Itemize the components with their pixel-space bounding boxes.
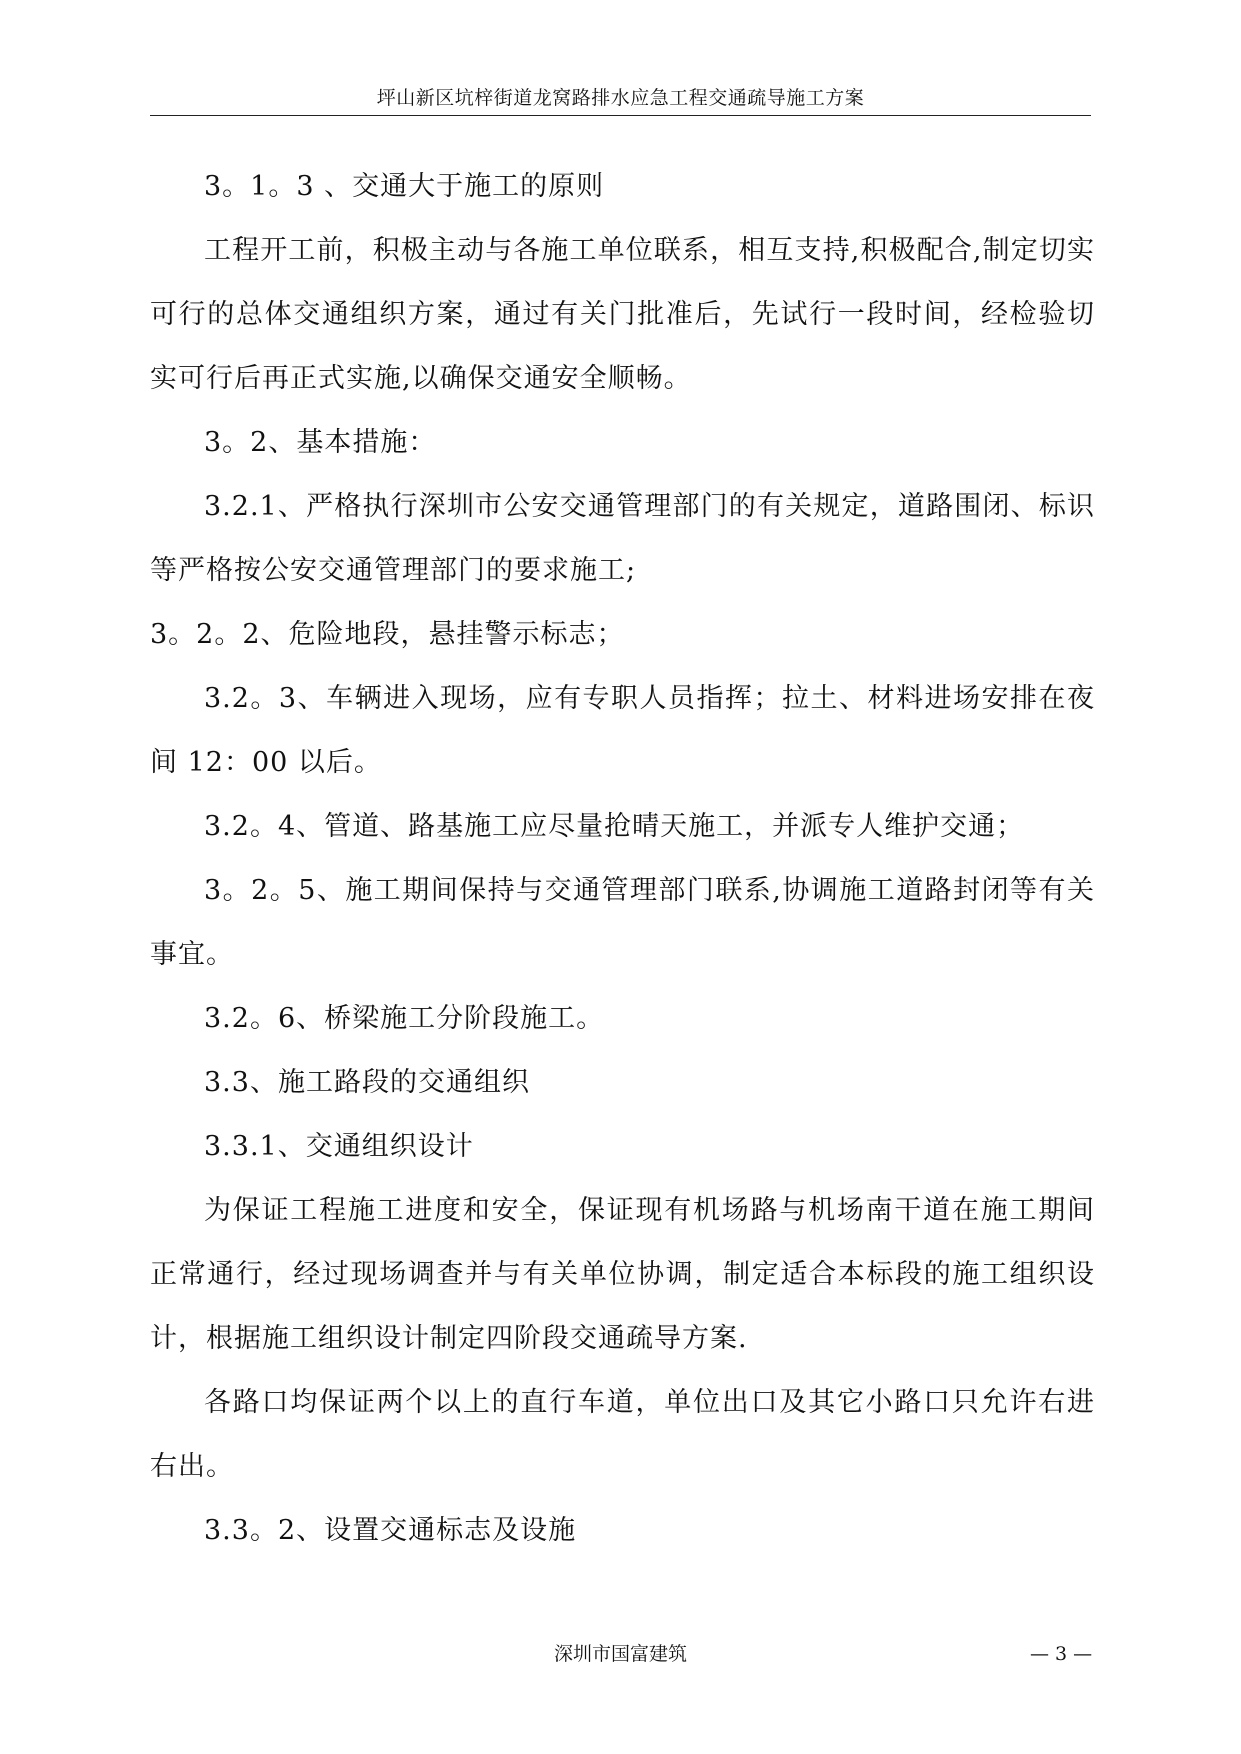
footer-company: 深圳市国富建筑 xyxy=(553,1643,687,1665)
paragraph-11: 3.3.1、交通组织设计 xyxy=(204,1131,474,1162)
page-number: — 3 — xyxy=(1030,1643,1093,1665)
paragraph-14: 3.3。2、设置交通标志及设施 xyxy=(204,1515,577,1546)
paragraph-13: 各路口均保证两个以上的直行车道，单位出口及其它小路口只允许右进右出。 xyxy=(150,1387,1095,1482)
paragraph-1: 3。1。3 、交通大于施工的原则 xyxy=(204,171,605,202)
paragraph-10: 3.3、施工路段的交通组织 xyxy=(204,1067,530,1098)
paragraph-4: 3.2.1、严格执行深圳市公安交通管理部门的有关规定，道路围闭、标识等严格按公安交通管理部门的要求施工; xyxy=(150,491,1095,586)
paragraph-3: 3。2、基本措施： xyxy=(204,427,437,458)
page-header: 坪山新区坑梓街道龙窝路排水应急工程交通疏导施工方案 xyxy=(376,87,865,109)
paragraph-2: 工程开工前，积极主动与各施工单位联系，相互支持,积极配合,制定切实可行的总体交通组织方案，通过有关门批准后，先试行一段时间，经检验切实可行后再正式实施,以确保交通安全顺畅。 xyxy=(150,235,1095,394)
paragraph-6: 3.2。3、车辆进入现场，应有专职人员指挥；拉土、材料进场安排在夜间 12：00 以后。 xyxy=(150,683,1095,778)
paragraph-7: 3.2。4、管道、路基施工应尽量抢晴天施工，并派专人维护交通； xyxy=(204,811,1025,842)
paragraph-12: 为保证工程施工进度和安全，保证现有机场路与机场南干道在施工期间正常通行，经过现场调查并与有关单位协调，制定适合本标段的施工组织设计，根据施工组织设计制定四阶段交通疏导方案. xyxy=(150,1195,1095,1354)
document-body xyxy=(150,155,1095,1563)
header-divider xyxy=(150,115,1091,116)
paragraph-5: 3。2。2、危险地段，悬挂警示标志； xyxy=(150,619,625,650)
paragraph-8: 3。2。5、施工期间保持与交通管理部门联系,协调施工道路封闭等有关事宜。 xyxy=(150,875,1095,970)
paragraph-9: 3.2。6、桥梁施工分阶段施工。 xyxy=(204,1003,605,1034)
